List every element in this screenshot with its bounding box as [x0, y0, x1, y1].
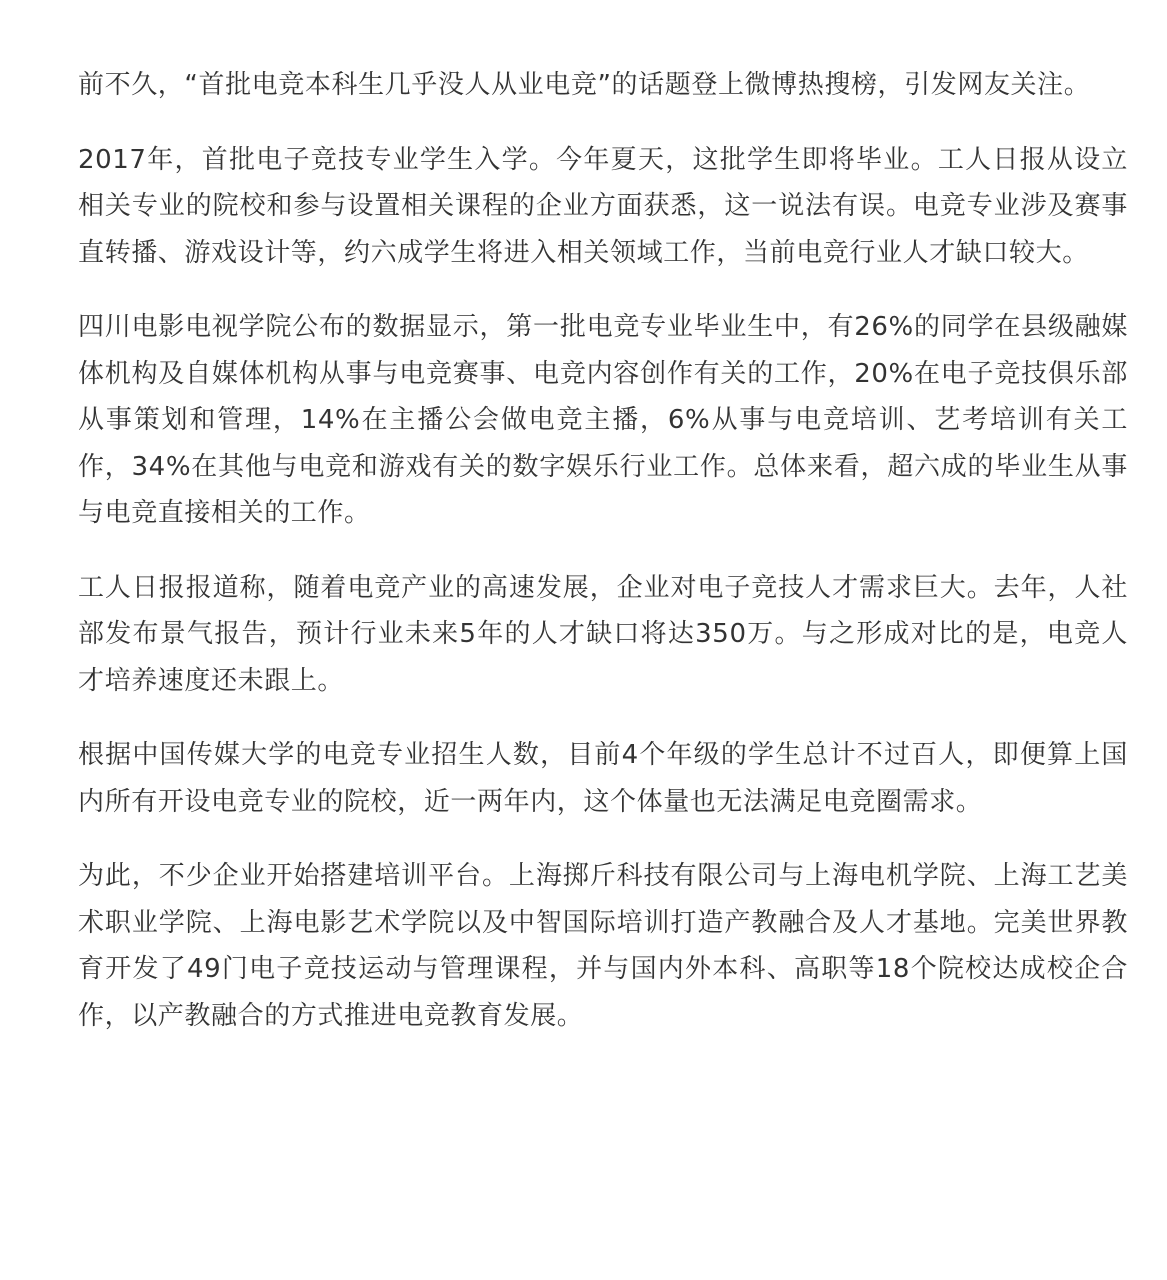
paragraph-enrollment: 根据中国传媒大学的电竞专业招生人数，目前4个年级的学生总计不过百人，即便算上国内所有开设电竞专业的院校，近一两年内，这个体量也无法满足电竞圈需求。: [78, 740, 1128, 817]
paragraph-intro: 前不久，“首批电竞本科生几乎没人从业电竞”的话题登上微博热搜榜，引发网友关注。: [78, 70, 1091, 100]
paragraph-first-cohort: 2017年，首批电子竞技专业学生入学。今年夏天，这批学生即将毕业。工人日报从设立相关专业的院校和参与设置相关课程的企业方面获悉，这一说法有误。电竞专业涉及赛事直转播、游戏设计等，约六成学生将进入相关领域工作，当前电竞行业人才缺口较大。: [78, 144, 1128, 268]
paragraph-training-platforms: 为此，不少企业开始搭建培训平台。上海掷斤科技有限公司与上海电机学院、上海工艺美术职业学院、上海电影艺术学院以及中智国际培训打造产教融合及人才基地。完美世界教育开发了49门电子竞技运动与管理课程，并与国内外本科、高职等18个院校达成校企合作，以产教融合的方式推进电竞教育发展。: [78, 861, 1128, 1031]
paragraph-employment-data: 四川电影电视学院公布的数据显示，第一批电竞专业毕业生中，有26%的同学在县级融媒体机构及自媒体机构从事与电竞赛事、电竞内容创作有关的工作，20%在电子竞技俱乐部从事策划和管理，14%在主播公会做电竞主播，6%从事与电竞培训、艺考培训有关工作，34%在其他与电竞和游戏有关的数字娱乐行业工作。总体来看，超六成的毕业生从事与电竞直接相关的工作。: [78, 312, 1128, 528]
paragraph-talent-gap: 工人日报报道称，随着电竞产业的高速发展，企业对电子竞技人才需求巨大。去年，人社部发布景气报告，预计行业未来5年的人才缺口将达350万。与之形成对比的是，电竞人才培养速度还未跟上。: [78, 572, 1128, 696]
article-body: [78, 62, 1128, 1067]
